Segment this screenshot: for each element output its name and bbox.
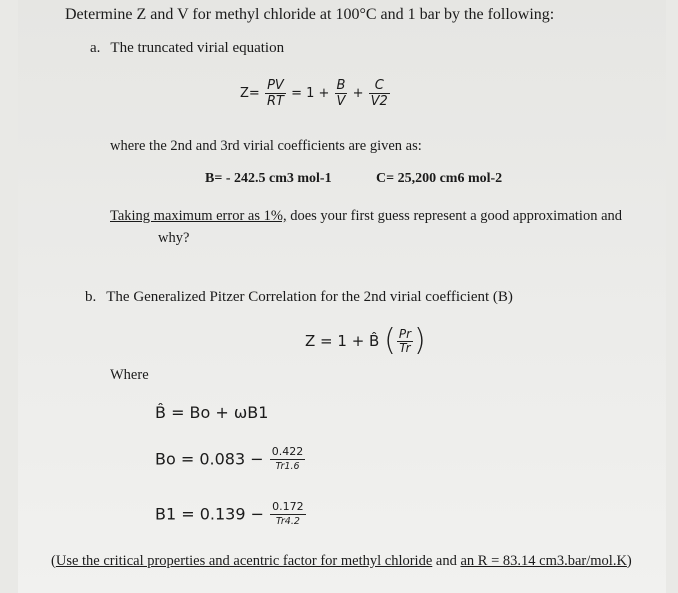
b-coefficient-value: B= - 242.5 cm3 mol-1 (205, 171, 332, 186)
b0-lhs: Bo = 0.083 − (155, 449, 264, 469)
virial-coefficient-intro: where the 2nd and 3rd virial coefficients are given as: (110, 138, 422, 154)
left-paren: ( (384, 323, 396, 358)
eq-mid: = 1 + (291, 86, 330, 101)
frac-numerator: PV (265, 78, 286, 94)
document-page (18, 0, 666, 593)
frac-numerator: B (336, 78, 346, 93)
fraction-b-v (335, 78, 348, 109)
frac-numerator: Pr (398, 326, 411, 341)
b1-equation (155, 500, 307, 528)
fraction-pv-rt (265, 78, 286, 109)
frac-denominator: Tr4.2 (275, 516, 300, 527)
error-question-line1 (110, 208, 622, 225)
frac-numerator: 0.172 (272, 500, 304, 513)
part-a-title: The truncated virial equation (110, 40, 285, 56)
where-label: Where (110, 367, 149, 383)
footnote-underlined-1: Use the critical properties and acentric factor for methyl chloride (55, 553, 433, 569)
footnote-middle: and (432, 553, 461, 569)
part-b-label: b. (85, 289, 97, 305)
frac-numerator: C (369, 78, 390, 94)
bhat-equation: B̂ = Bo + ωB1 (155, 403, 269, 422)
b1-lhs: B1 = 0.139 − (155, 504, 265, 524)
part-a-heading (90, 40, 284, 57)
part-a-label: a. (90, 40, 101, 56)
footnote (51, 553, 632, 570)
error-underlined-text: Taking maximum error as 1%, (110, 208, 287, 224)
footnote-open-paren: ( (51, 553, 56, 569)
part-b-heading (85, 289, 513, 306)
fraction-c-v2 (369, 78, 390, 109)
frac-numerator: 0.422 (271, 445, 304, 458)
question-title: Determine Z and V for methyl chloride at 100°C and 1 bar by the following: (65, 6, 555, 23)
footnote-close-paren: ) (626, 553, 632, 569)
pitzer-equation (305, 323, 426, 358)
frac-denominator: Tr (399, 340, 411, 355)
eq-plus: + (352, 86, 364, 101)
footnote-underlined-2: an R = 83.14 cm3.bar/mol.K (460, 553, 627, 569)
b0-fraction (270, 445, 306, 473)
pitzer-lhs: Z = 1 + B̂ (305, 332, 380, 350)
part-b-title: The Generalized Pitzer Correlation for the 2nd virial coefficient (B) (106, 289, 513, 305)
frac-denominator: V (336, 94, 346, 109)
eq-lhs: Z= (240, 86, 260, 101)
error-rest-text: does your first guess represent a good approximation and (286, 208, 623, 224)
error-question-line2: why? (158, 230, 190, 246)
virial-equation (240, 78, 391, 109)
frac-denominator: Tr1.6 (275, 461, 300, 472)
frac-denominator: V2 (370, 94, 388, 109)
c-coefficient-value: C= 25,200 cm6 mol-2 (376, 171, 503, 186)
fraction-pr-tr (397, 328, 413, 355)
right-paren: ) (414, 323, 426, 358)
frac-denominator: RT (266, 94, 284, 109)
b0-equation (155, 445, 306, 473)
b1-fraction (270, 500, 306, 528)
